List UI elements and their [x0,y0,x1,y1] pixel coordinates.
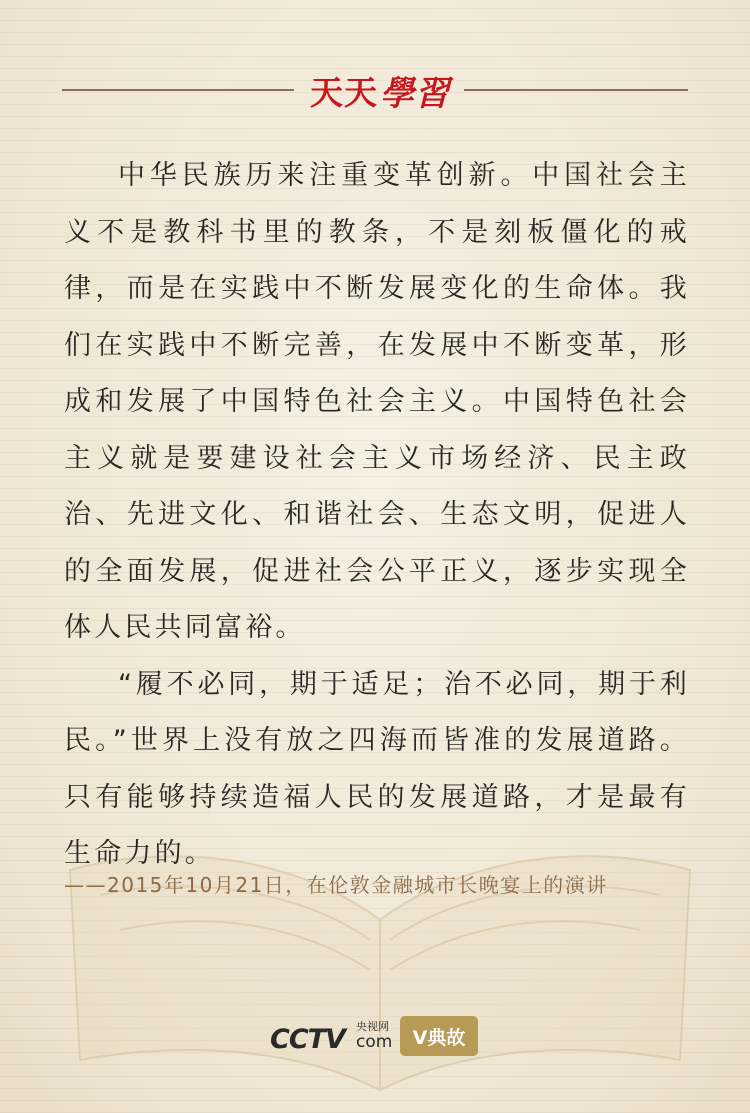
cctv-com-label: com [356,1032,393,1052]
source-citation: ——2015年10月21日，在伦敦金融城市长晚宴上的演讲 [64,873,608,897]
footer-logos [260,1016,490,1062]
brand-title-part2: 學習 [380,73,450,114]
main-text [64,148,690,883]
cctv-logo: CCTV [270,1024,345,1055]
header-rule-right [464,89,688,91]
v-diangu-badge: V典故 [400,1016,478,1056]
header [0,62,750,118]
cctv-sub-label: 央视网 [356,1020,389,1033]
brand-title-part1: 天天 [310,72,378,112]
paragraph-1: 中华民族历来注重变革创新。中国社会主义不是教科书里的教条，不是刻板僵化的戒律，而是在实践中不断发展变化的生命体。我们在实践中不断完善，在发展中不断变革，形成和发展了中国特色社会主义。中国特色社会主义就是要建设社会主义市场经济、民主政治、先进文化、和谐社会、生态文明，促进人的全面发展，促进社会公平正义，逐步实现全体人民共同富裕。 [64,160,690,643]
paragraph-2: “履不必同，期于适足；治不必同，期于利民。”世界上没有放之四海而皆准的发展道路。只有能够持续造福人民的发展道路，才是最有生命力的。 [64,668,690,869]
header-rule-left [62,89,294,91]
brand-title [296,62,464,118]
